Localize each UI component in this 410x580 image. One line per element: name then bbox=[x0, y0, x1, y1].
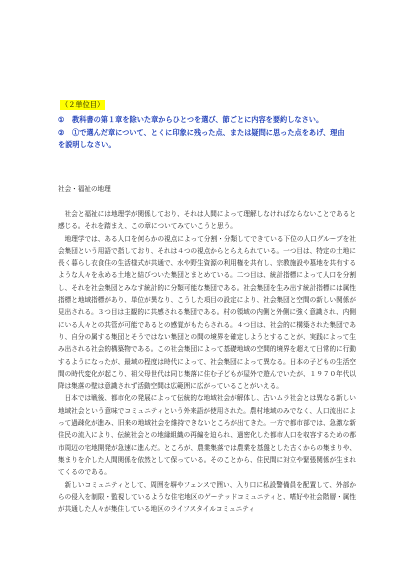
paragraph: 社会と福祉には地理学が関係しており、それは人間によって理解しなければならないことであると感じる。それを踏まえ、この章についてみていこうと思う。 bbox=[58, 210, 356, 231]
instruction-text: ①で選んだ章について、とくに印象に残った点、または疑問に思った点をあげ、理由 bbox=[72, 127, 345, 137]
instruction-1 bbox=[58, 114, 358, 127]
instruction-marker: ② bbox=[58, 127, 65, 137]
instruction-2 bbox=[58, 127, 358, 140]
paragraph: 新しいコミュニティとして、周囲を塀やフェンスで囲い、入り口に私設警備員を配置して、外部からの侵入を制限・監視しているような住宅地区のゲーテッドコミュニティと、嗜好や社会階層・属性が共通した人々が集住している地区のライフスタイルコミュニティ bbox=[58, 480, 356, 514]
instruction-text: 教科書の第１章を除いた章からひとつを選び、節ごとに内容を要約しなさい。 bbox=[72, 115, 324, 124]
paragraph: 日本では戦後、都市化の発展によって伝統的な地域社会が解体し、古いムラ社会とは異なる新しい地域社会という意味でコミュニティという外来語が使用された。農村地域のみでなく、人口流出によって過疎化が進み、旧来の地域社会を維持できないところが出てきた。一方で都市部では、急激な新住民の流入により、伝統社会との地縁組織の再編を迫られ、過密化した都市人口を収容するための都市周辺の宅地開発が急速に進んだ。ところが、農業集落では農業を基盤とした古くからの集まりや、集まりを介した人間関係を依然として保っている。そのことから、住民間に対立や緊張関係が生まれてくるのである。 bbox=[58, 394, 357, 477]
paragraph: 地理学では、ある人口を何らかの視点によって分割・分類してできている下位の人口グループを社会集団という用語で指しており、それは４つの視点からとらえられている。一つ目は、特定の土地に長く暮らし衣食住の生活様式が共通で、水や野生資源の利用権を共有し、宗教施設や墓地を共有するような人々を永める土地と結びついた集団とまとめている。二つ目は、統計指標によって人口を分割し、それを社会集団とみなす統計的に分類可能な集団である。社会集団を生み出す統計指標には属性指標と地域指標があり、単位が異なり、こうした項目の設定により、社会集団と空間の新しい関係が見出される。３つ目は主観的に共感される集団である。村の領域の内側と外側に強く意識され、内側にいる人々との共管が可能であるとの感覚がもたらされる。４つ目は、社会的に構築された集団であり、自分の属する集団とそうではない集団との間の境界を確定しようとすることが、実践によって生み出される社会的構築物である。この社会集団によって基礎地域の空間的境界を超えて日常的に行動するようになったが、最域の程度は時代によって、社会集団によって異なる。日本の子どもの生活空間の時代変化が起こり、祖父母世代は同じ集落に住む子どもが屋外で遊んでいたが、１９７０年代以降は集落の壁は意識されず活動空間は広範囲に広がっていることがいえる。 bbox=[58, 234, 357, 391]
section-title: 社会・福祉の地理 bbox=[58, 185, 111, 193]
instruction-2-continuation: を説明しなさい。 bbox=[58, 140, 116, 149]
assignment-header bbox=[58, 92, 358, 152]
instruction-marker: ① bbox=[58, 115, 65, 124]
body-text bbox=[58, 208, 356, 515]
unit-tag: （２単位目） bbox=[61, 100, 105, 109]
